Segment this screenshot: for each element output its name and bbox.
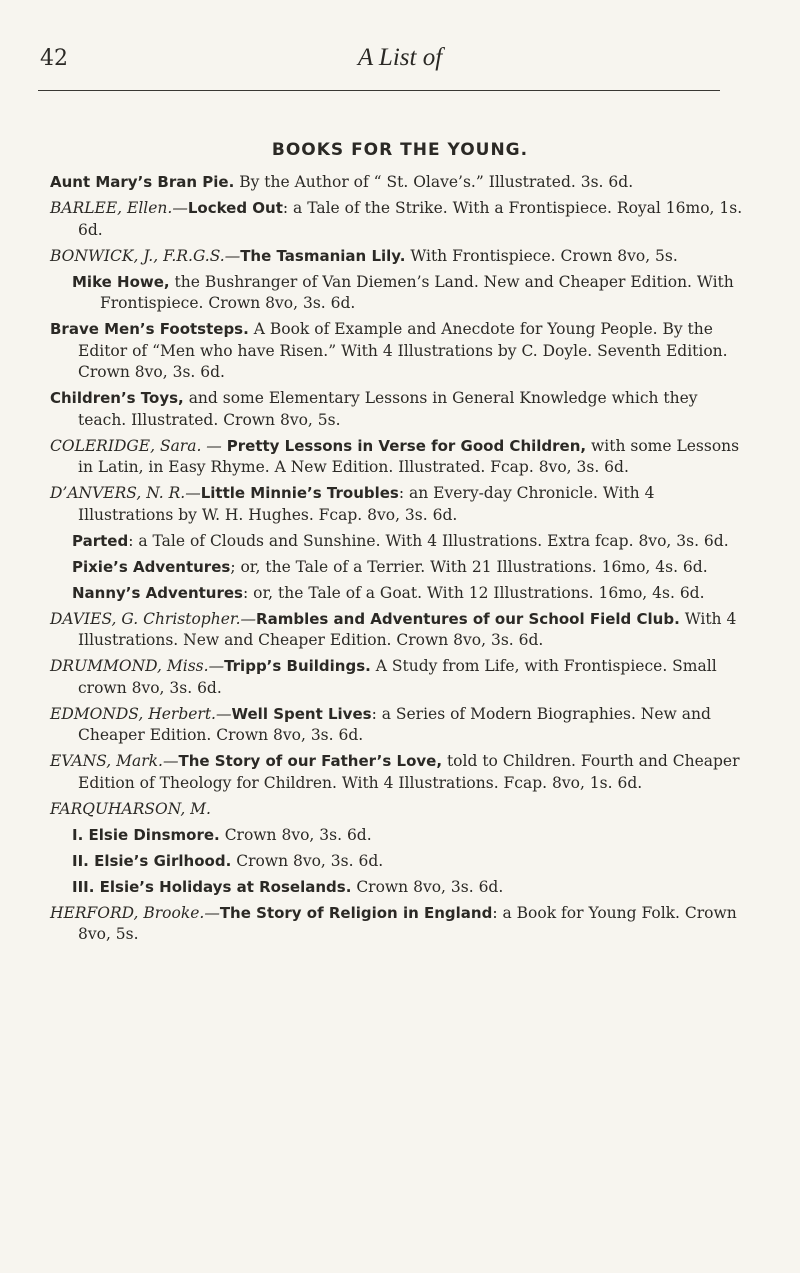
book-entry — [50, 583, 750, 605]
entry-details: A Book of Example and Anecdote for Young People. By the Editor of “Men who have Risen.” With 4 Illustrations by C. Doyle. Seventh Edition. Crown 8vo, 3s. 6d. — [78, 320, 728, 381]
entry-title: Little Minnie’s Troubles — [200, 484, 399, 502]
entry-author: EVANS, Mark.— — [50, 752, 179, 770]
book-entry — [50, 483, 750, 526]
entry-title: Mike Howe, — [72, 272, 170, 291]
entry-author: FARQUHARSON, M. — [50, 799, 211, 818]
entry-details: Crown 8vo, 3s. 6d. — [219, 825, 372, 844]
entry-author: BONWICK, J., F.R.G.S.— — [50, 246, 241, 265]
running-title: A List of — [357, 44, 443, 71]
entry-details: : an Every-day Chronicle. With 4 Illustrations by W. H. Hughes. Fcap. 8vo, 3s. 6d. — [78, 484, 655, 524]
entry-title: Pixie’s Adventures — [72, 557, 231, 576]
book-entry — [50, 198, 750, 241]
entry-title: Parted — [72, 531, 129, 550]
book-entry — [50, 557, 750, 579]
entry-details: With 4 Illustrations. New and Cheaper Edition. Crown 8vo, 3s. 6d. — [78, 609, 737, 649]
entry-title: Aunt Mary’s Bran Pie. — [50, 173, 235, 191]
entry-author: DRUMMOND, Miss.— — [50, 657, 225, 675]
entry-details: : a Tale of Clouds and Sunshine. With 4 Illustrations. Extra fcap. 8vo, 3s. 6d. — [128, 531, 729, 550]
book-entry — [50, 246, 750, 268]
section-heading: BOOKS FOR THE YOUNG. — [271, 140, 529, 160]
entry-title: Well Spent Lives — [231, 704, 372, 723]
entry-details: With Frontispiece. Crown 8vo, 5s. — [405, 246, 678, 265]
book-entry — [50, 751, 750, 794]
header-rule — [38, 90, 720, 91]
entry-title: The Story of Religion in England — [219, 903, 493, 922]
entry-title: Children’s Toys, — [50, 389, 184, 407]
entry-title: Tripp’s Buildings. — [224, 657, 371, 675]
book-entry — [50, 825, 750, 847]
book-entry — [50, 319, 750, 384]
entry-details: and some Elementary Lessons in General Knowledge which they teach. Illustrated. Crown 8vo, 5s. — [78, 389, 698, 429]
book-entry — [50, 531, 750, 553]
book-list — [50, 172, 750, 950]
entry-author: DAVIES, G. Christopher.— — [50, 609, 257, 628]
book-entry — [50, 903, 750, 946]
entry-author: COLERIDGE, Sara. — — [50, 436, 227, 455]
entry-details: told to Children. Fourth and Cheaper Edition of Theology for Children. With 4 Illustrations. Fcap. 8vo, 1s. 6d. — [78, 752, 740, 792]
entry-title: Pretty Lessons in Verse for Good Children, — [226, 436, 587, 455]
entry-details: with some Lessons in Latin, in Easy Rhyme. A New Edition. Illustrated. Fcap. 8vo, 3s. 6d. — [78, 436, 740, 476]
entry-author: BARLEE, Ellen.— — [50, 199, 188, 217]
book-entry — [50, 609, 750, 652]
entry-details: : or, the Tale of a Goat. With 12 Illustrations. 16mo, 4s. 6d. — [242, 583, 705, 602]
entry-title: Brave Men’s Footsteps. — [50, 320, 249, 338]
entry-title: Rambles and Adventures of our School Field Club. — [256, 609, 680, 628]
entry-details: : a Tale of the Strike. With a Frontispiece. Royal 16mo, 1s. 6d. — [78, 199, 743, 239]
book-entry — [50, 799, 750, 821]
book-entry — [50, 656, 750, 699]
entry-author: EDMONDS, Herbert.— — [50, 704, 232, 723]
entry-details: Crown 8vo, 3s. 6d. — [231, 851, 384, 870]
entry-author: HERFORD, Brooke.— — [50, 903, 220, 922]
book-entry — [50, 851, 750, 873]
entry-author: D’ANVERS, N. R.— — [50, 484, 201, 502]
book-entry — [50, 272, 750, 315]
book-entry — [50, 436, 750, 479]
entry-title: The Tasmanian Lily. — [240, 246, 406, 265]
entry-title: The Story of our Father’s Love, — [178, 752, 443, 770]
entry-details: : a Book for Young Folk. Crown 8vo, 5s. — [78, 903, 737, 943]
page-header — [40, 40, 760, 80]
entry-title: II. Elsie’s Girlhood. — [72, 851, 232, 870]
book-entry — [50, 172, 750, 194]
book-entry — [50, 388, 750, 431]
entry-title: Nanny’s Adventures — [72, 583, 243, 602]
entry-details: By the Author of “ St. Olave’s.” Illustrated. 3s. 6d. — [234, 173, 634, 191]
entry-details: : a Series of Modern Biographies. New and Cheaper Edition. Crown 8vo, 3s. 6d. — [78, 704, 711, 744]
entry-details: A Study from Life, with Frontispiece. Small crown 8vo, 3s. 6d. — [78, 657, 717, 697]
entry-details: ; or, the Tale of a Terrier. With 21 Illustrations. 16mo, 4s. 6d. — [230, 557, 708, 576]
entry-details: Crown 8vo, 3s. 6d. — [351, 877, 504, 896]
entry-title: Locked Out — [187, 199, 283, 217]
book-entry — [50, 877, 750, 899]
entry-details: the Bushranger of Van Diemen’s Land. New and Cheaper Edition. With Frontispiece. Crown 8vo, 3s. 6d. — [100, 272, 734, 312]
entry-title: I. Elsie Dinsmore. — [72, 825, 220, 844]
book-entry — [50, 704, 750, 747]
page-number: 42 — [40, 46, 68, 71]
entry-title: III. Elsie’s Holidays at Roselands. — [72, 877, 352, 896]
